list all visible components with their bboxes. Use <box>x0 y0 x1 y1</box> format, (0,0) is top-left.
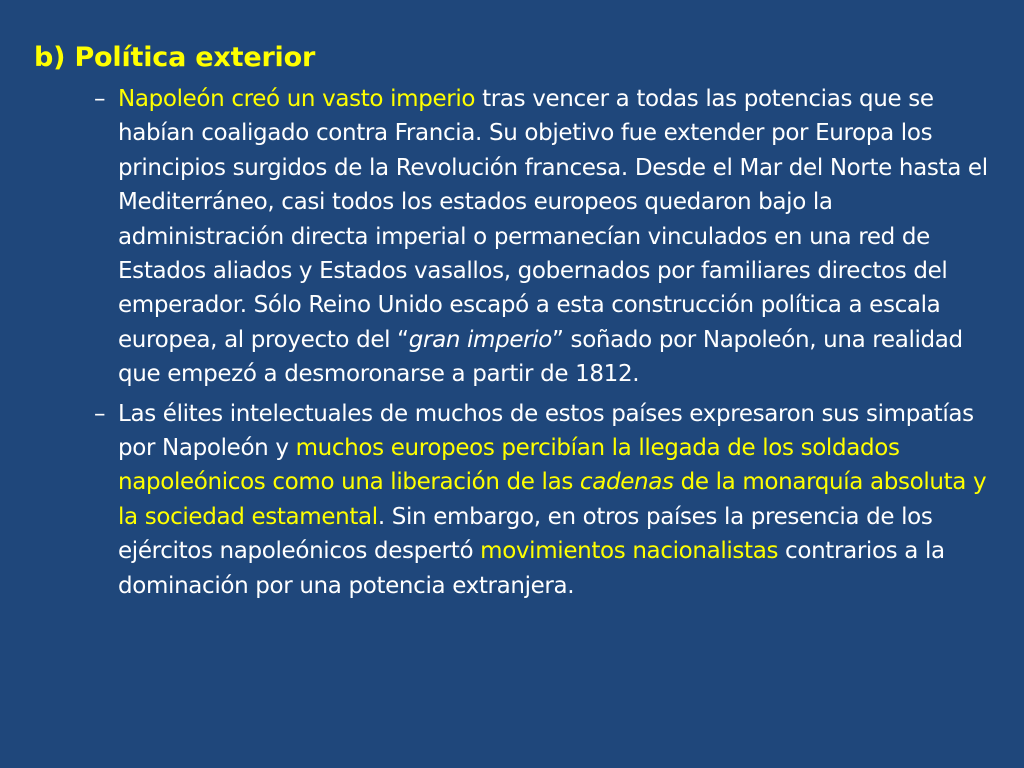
bullet-text: Las élites intelectuales de muchos de estos países expresaron sus simpatías por Napoleón y <box>118 400 974 462</box>
bullet-text-italic: gran imperio <box>408 326 553 353</box>
bullet-item <box>34 397 989 603</box>
bullet-item <box>34 82 989 392</box>
bullet-text-highlight: Napoleón creó un vasto imperio <box>118 86 476 112</box>
bullet-text-highlight-italic: cadenas <box>579 469 674 496</box>
slide-title: b) Política exterior <box>34 42 316 73</box>
bullet-text: tras vencer a todas las potencias que se habían coaligado contra Francia. Su objetivo fue extender por Europa los principios surgidos de la Revolución francesa. Desde el Mar del Norte hasta el Mediterráneo, casi todos los estados europeos quedaron bajo la administración directa imperial o permanecían vinculados en una red de Estados aliados y Estados vasallos, gobernados por familiares directos del emperador. Sólo Reino Unido escapó a esta construcción política a escala europea, al proyecto del “ <box>118 86 988 353</box>
bullet-text-highlight: de la monarquía absoluta y la sociedad estamental <box>118 469 987 530</box>
bullet-text-highlight: movimientos nacionalistas <box>480 538 779 565</box>
bullet-list <box>34 82 988 603</box>
bullet-dash: – <box>94 86 106 112</box>
bullet-text: ” soñado por Napoleón, una realidad que empezó a desmoronarse a partir de 1812. <box>118 326 963 388</box>
bullet-text-highlight: muchos europeos percibían la llegada de los soldados napoleónicos como una liberación de las <box>118 435 900 496</box>
bullet-text: . Sin embargo, en otros países la presencia de los ejércitos napoleónicos despertó <box>118 503 933 565</box>
bullet-text: contrarios a la dominación por una potencia extranjera. <box>118 538 945 599</box>
bullet-dash: – <box>94 400 106 427</box>
